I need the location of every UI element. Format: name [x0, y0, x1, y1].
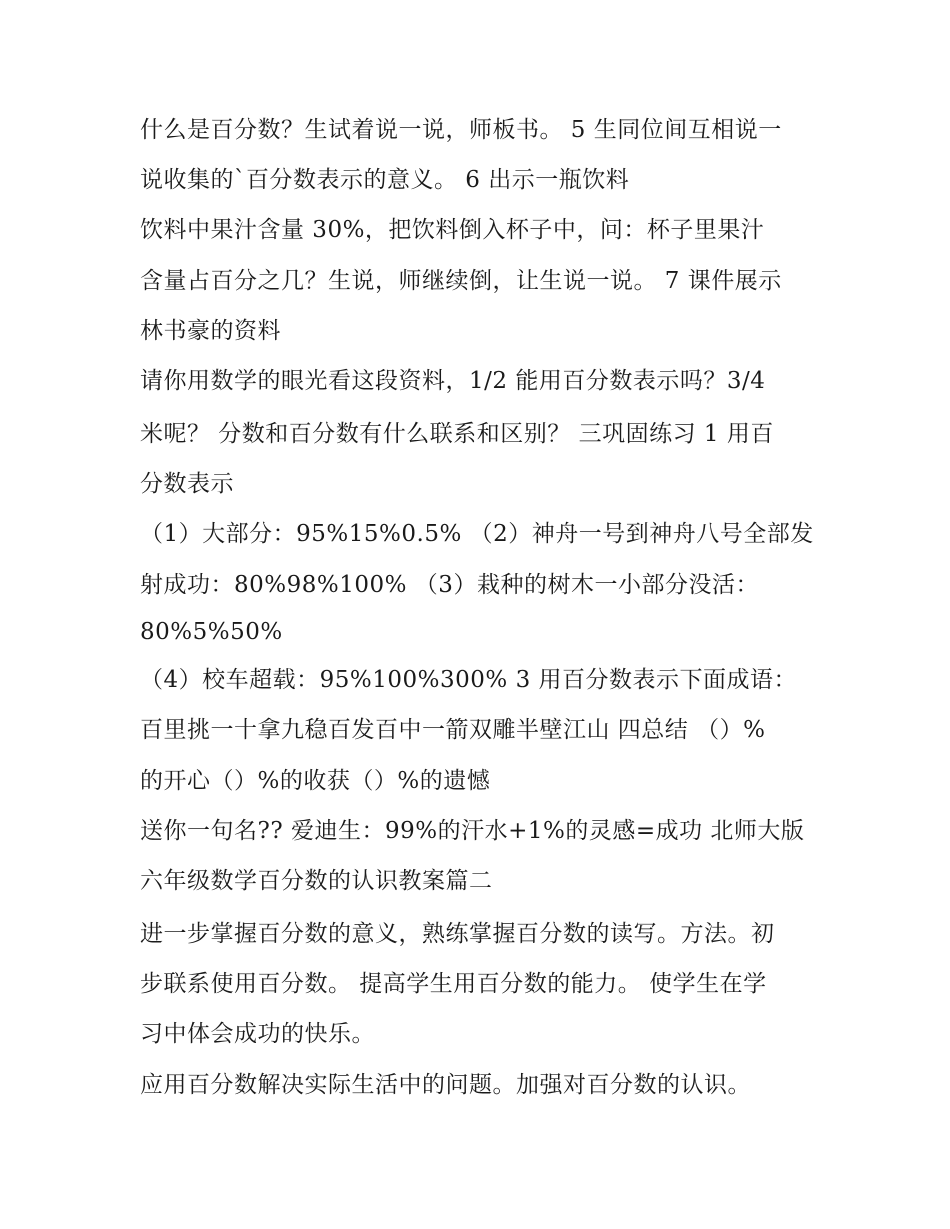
text-line: 含量占百分之几？生说，师继续倒，让生说一说。 7 课件展示	[140, 268, 782, 294]
text-line: 分数表示	[140, 471, 234, 497]
text-line: 米呢？ 分数和百分数有什么联系和区别？ 三巩固练习 1 用百	[140, 421, 774, 447]
text-line: 送你一句名?? 爱迪生：99%的汗水+1%的灵感=成功 北师大版	[140, 818, 805, 844]
text-line: 步联系使用百分数。 提高学生用百分数的能力。 使学生在学	[140, 971, 767, 997]
text-line: 的开心（）%的收获（）%的遗憾	[140, 768, 491, 794]
text-line: 饮料中果汁含量 30%，把饮料倒入杯子中，问：杯子里果汁	[140, 217, 765, 243]
text-line: （1）大部分：95%15%0.5% （2）神舟一号到神舟八号全部发	[140, 521, 814, 547]
text-line: 请你用数学的眼光看这段资料，1/2 能用百分数表示吗？3/4	[140, 368, 766, 394]
text-line: 80%5%50%	[140, 619, 283, 645]
text-line: 习中体会成功的快乐。	[140, 1021, 375, 1047]
text-line: 林书豪的资料	[140, 318, 281, 344]
text-line: 说收集的`百分数表示的意义。 6 出示一瓶饮料	[140, 167, 630, 193]
text-line: 应用百分数解决实际生活中的问题。加强对百分数的认识。	[140, 1072, 751, 1098]
text-line: （4）校车超载：95%100%300% 3 用百分数表示下面成语：	[140, 667, 798, 693]
text-line: 六年级数学百分数的认识教案篇二	[140, 868, 493, 894]
text-line: 进一步掌握百分数的意义，熟练掌握百分数的读写。方法。初	[140, 921, 775, 947]
text-line: 百里挑一十拿九稳百发百中一箭双雕半壁江山 四总结 （）%	[140, 717, 766, 743]
text-line: 射成功：80%98%100% （3）栽种的树木一小部分没活：	[140, 572, 759, 598]
text-line: 什么是百分数？生试着说一说，师板书。 5 生同位间互相说一	[140, 117, 782, 143]
